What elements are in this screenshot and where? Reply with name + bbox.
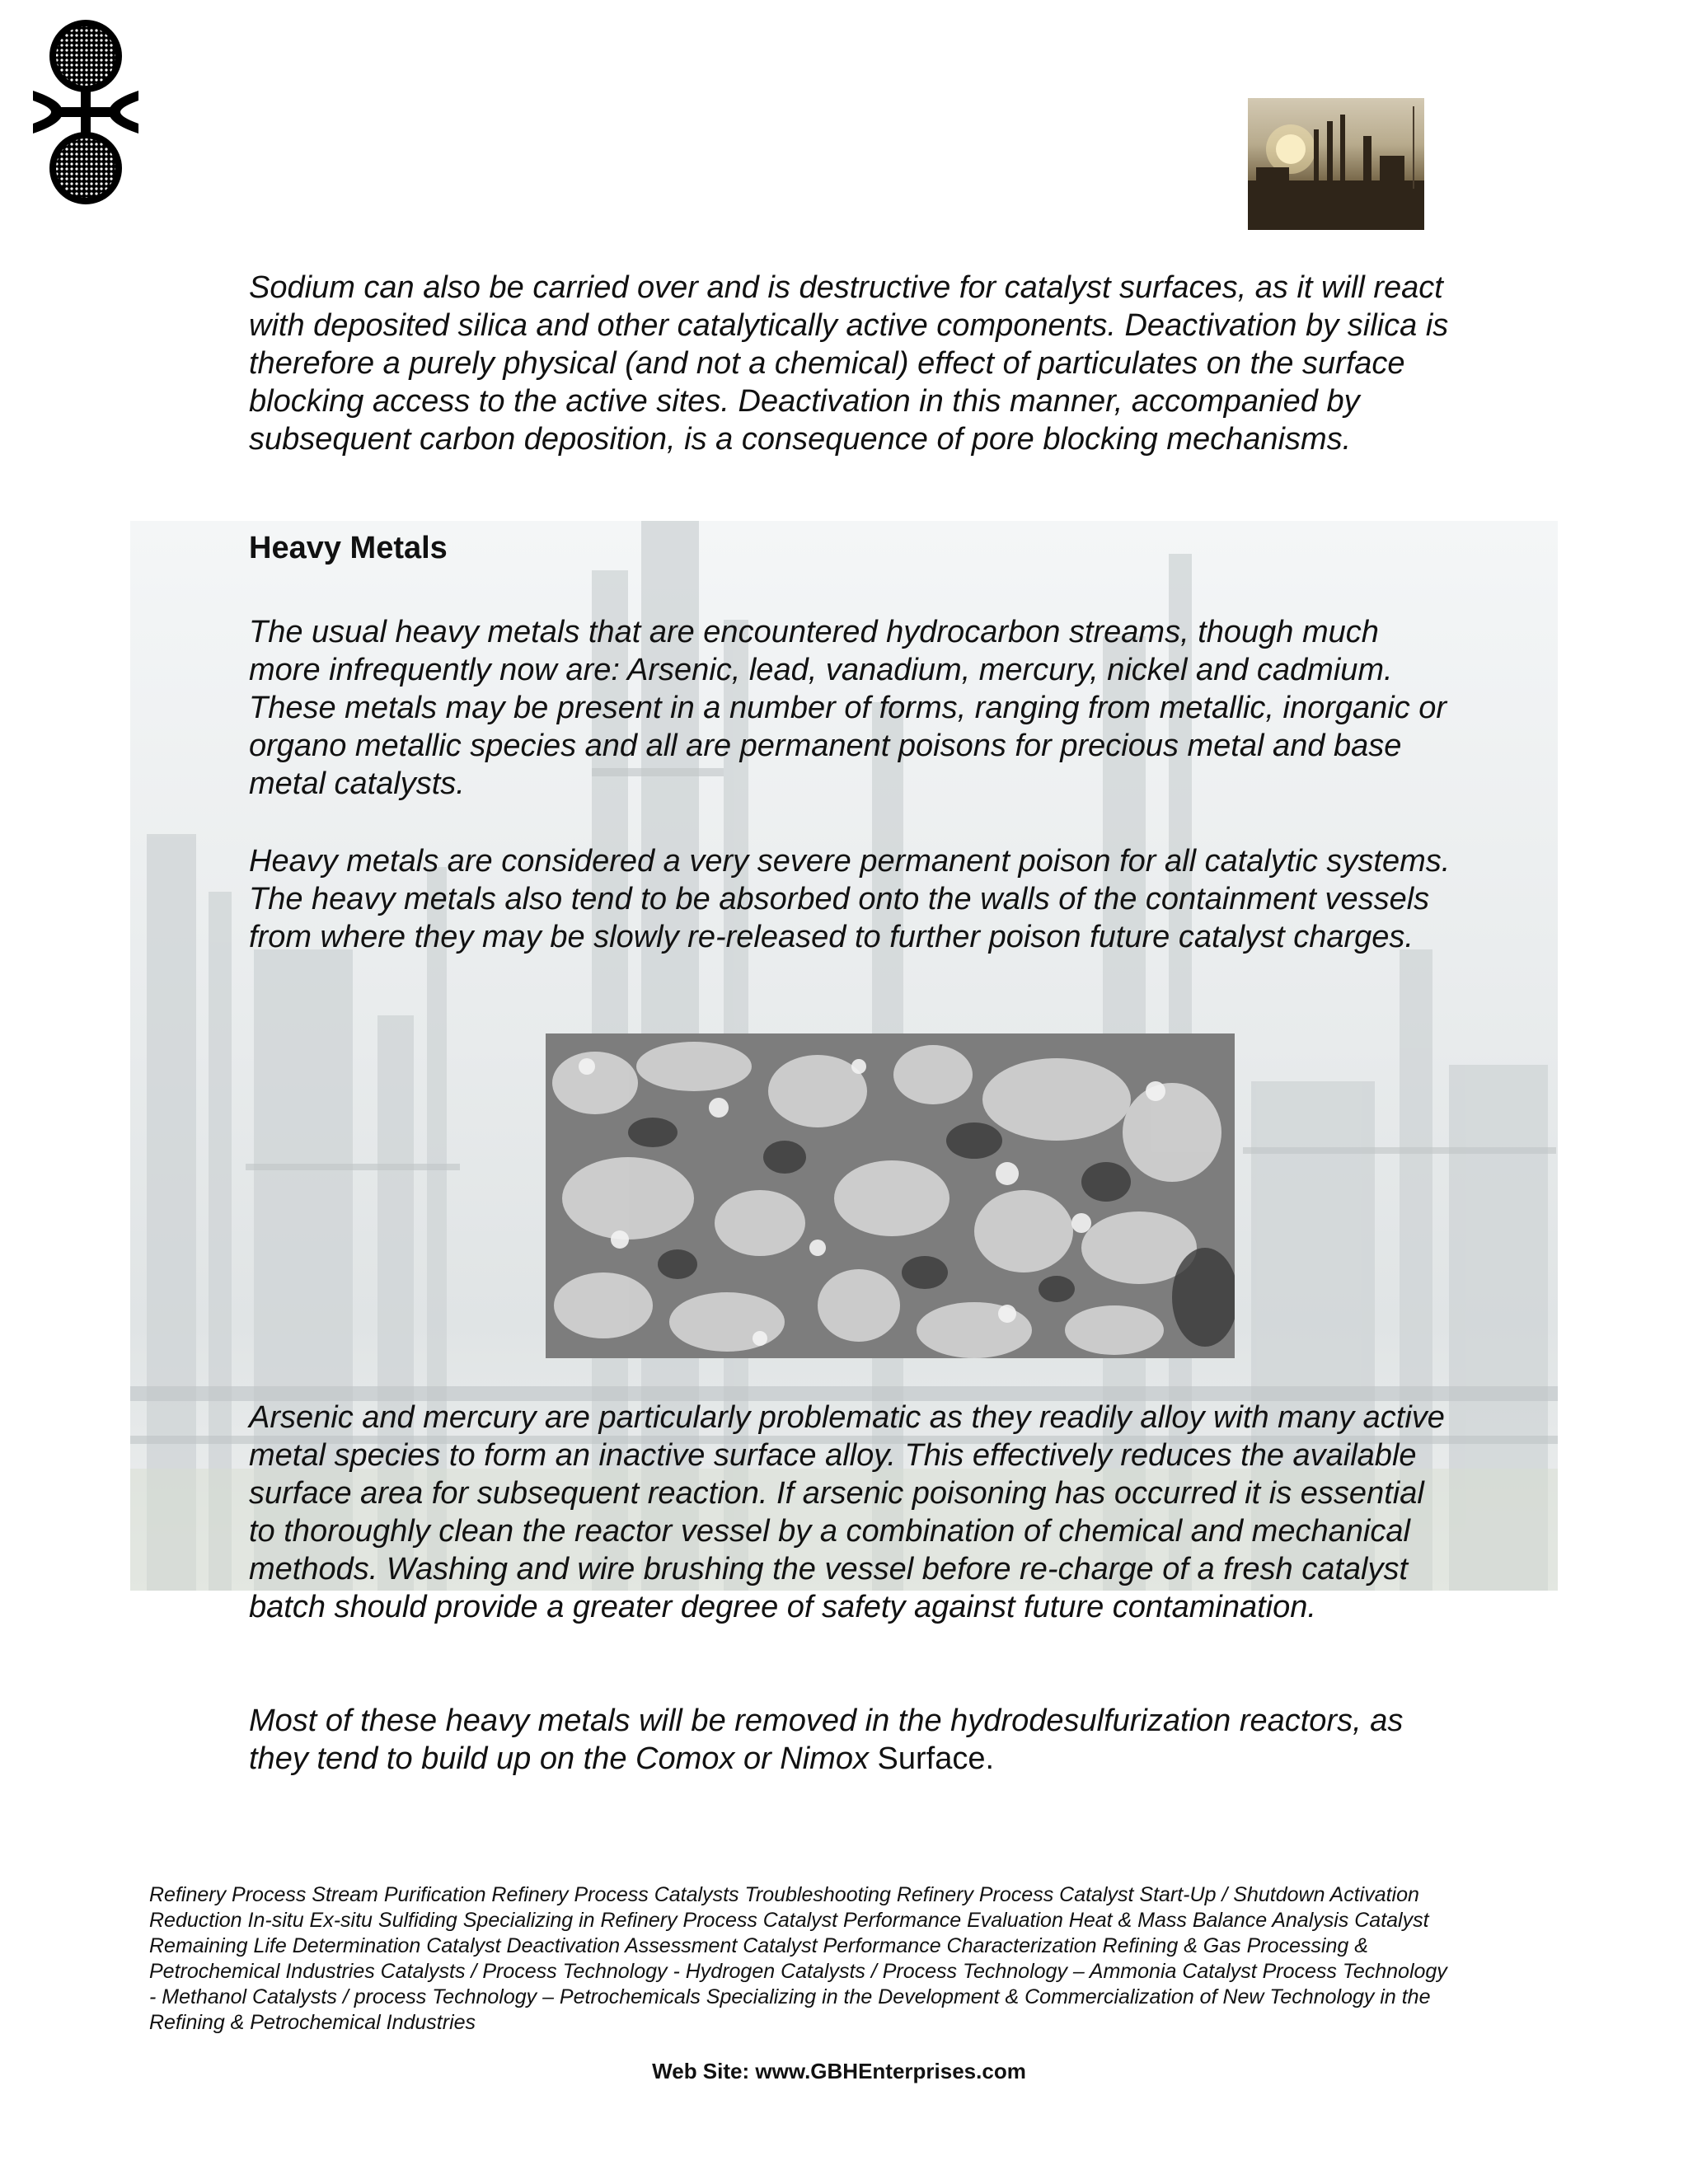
paragraph-usual-heavy-metals: The usual heavy metals that are encountered hydrocarbon streams, though much more infrequently now are: Arsenic, lead, vanadium, mercury, nickel and cadmium. These metals may be present in a number of forms, ranging from metallic, inorganic or organo metallic species and all are permanent poisons for precious metal and base metal catalysts. bbox=[249, 615, 1447, 801]
catalyst-micrograph-image bbox=[546, 1033, 1235, 1358]
footer-keywords: Refinery Process Stream Purification Refinery Process Catalysts Troubleshooting Refinery Process Catalyst Start-Up / Shutdown Activation Reduction In-situ Ex-situ Sulfiding Specializing in Refinery Process Catalyst Performance Evaluation Heat & Mass Balance Analysis Catalyst Remaining Life Determination Catalyst Deactivation Assessment Catalyst Performance Characterization Refining & Gas Processing & Petrochemical Industries Catalysts / Process Technology - Hydrogen Catalysts / Process Technology – Ammonia Catalyst Process Technology - Methanol Catalysts / process Technology – Petrochemicals Specializing in the Development & Commercialization of New Technology in the Refining & Petrochemical Industries bbox=[149, 1883, 1447, 2034]
company-logo bbox=[30, 18, 142, 206]
paragraph-arsenic-mercury: Arsenic and mercury are particularly problematic as they readily alloy with many active metal species to form an inactive surface alloy. This effectively reduces the available surface area for subsequent reaction. If arsenic poisoning has occurred it is essential to thoroughly clean the reactor vessel by a combination of chemical and mechanical methods. Washing and wire brushing the vessel before re-charge of a fresh catalyst batch should provide a greater degree of safety against future contamination. bbox=[249, 1400, 1445, 1624]
paragraph-hydrodesulfurization-italic: Most of these heavy metals will be removed in the hydrodesulfurization reactors, as they tend to build up on the Comox or Nimox bbox=[249, 1704, 1404, 1776]
paragraph-hydrodesulfurization bbox=[249, 1702, 1452, 1778]
paragraph-severe-poison: Heavy metals are considered a very severe permanent poison for all catalytic systems. The heavy metals also tend to be absorbed onto the walls of the containment vessels from where they may be slowly re-released to further poison future catalyst charges. bbox=[249, 844, 1451, 954]
paragraph-sodium: Sodium can also be carried over and is destructive for catalyst surfaces, as it will react with deposited silica and other catalytically active components. Deactivation by silica is therefore a purely physical (and not a chemical) effect of particulates on the surface blocking access to the active sites. Deactivation in this manner, accompanied by subsequent carbon deposition, is a consequence of pore blocking mechanisms. bbox=[249, 270, 1449, 457]
section-heading-heavy-metals: Heavy Metals bbox=[249, 531, 448, 565]
refinery-sunset-photo bbox=[1248, 98, 1424, 230]
footer-website: Web Site: www.GBHEnterprises.com bbox=[652, 2059, 1026, 2083]
paragraph-hydrodesulfurization-tail: Surface. bbox=[868, 1741, 995, 1776]
